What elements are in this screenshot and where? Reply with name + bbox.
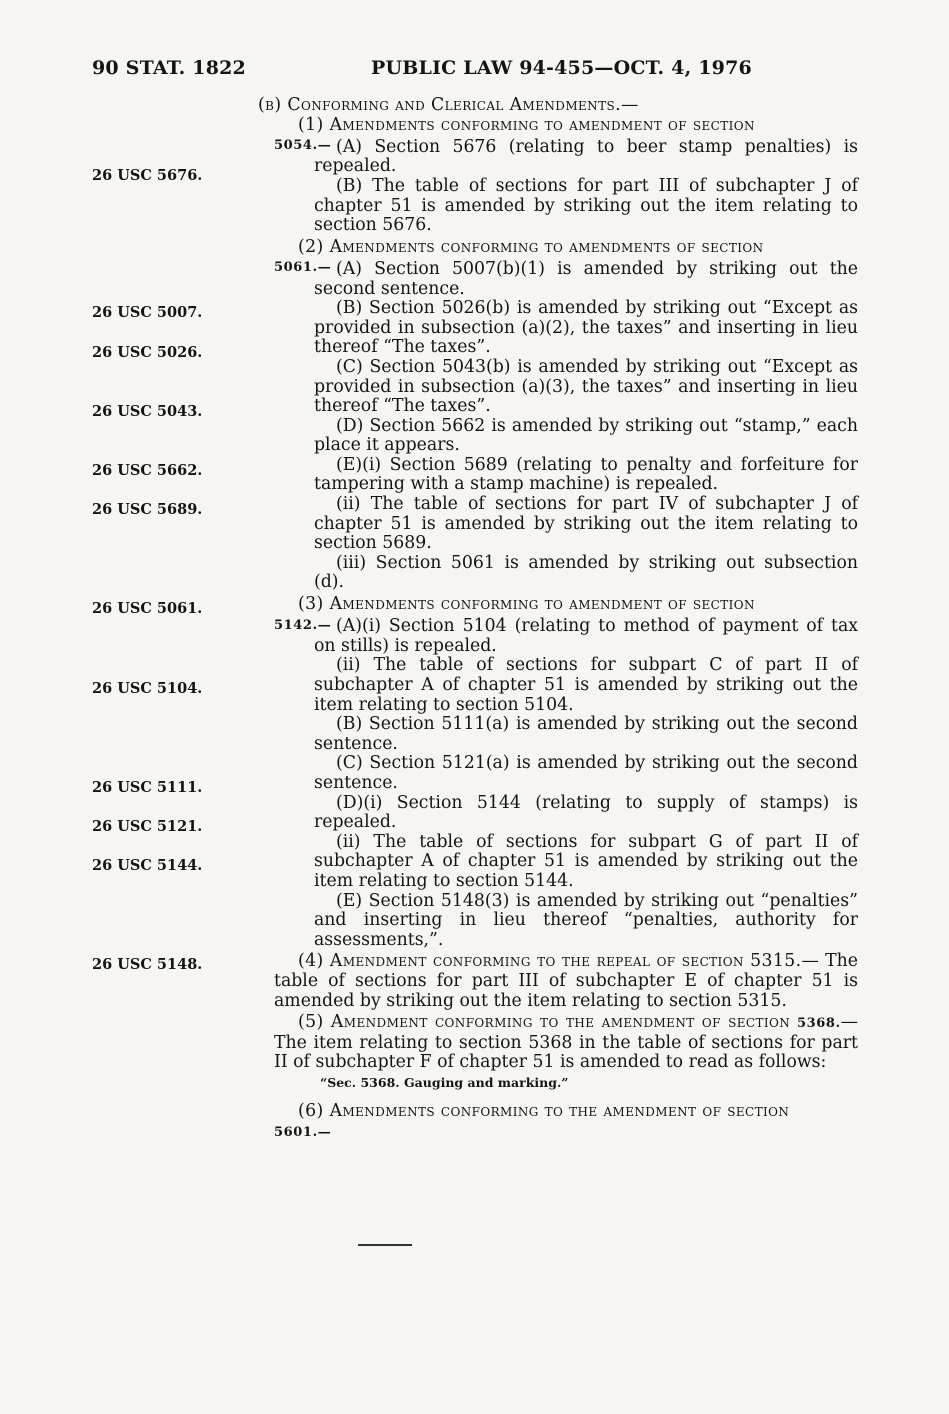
paragraph-text: The table of sections for part III of subchapter E of chapter 51 is amended by striking out the item relating to section 5315. [274,951,858,1011]
paragraph-heading: (3) Amendments conforming to amendment of section [298,594,755,615]
margin-citation: 26 USC 5061. [92,600,203,617]
section-number [258,1122,858,1143]
margin-citation: 26 USC 5148. [92,956,203,973]
margin-citation: 26 USC 5689. [92,501,203,518]
margin-citation: 26 USC 5662. [92,462,203,479]
section-ref: 5061.— [274,260,332,276]
clause: (ii) The table of sections for subpart C of part II of subchapter A of chapter 51 is amended by striking out the item relating to section 5104. [314,655,858,715]
clause: (A) Section 5676 (relating to beer stamp penalties) is repealed. [314,136,858,177]
paragraph-text: —The item relating to section 5368 in the table of sections for part II of subchapter F of chapter 51 is amended to read as follows: [274,1012,858,1073]
clause: (D)(i) Section 5144 (relating to supply of stamps) is repealed. [314,792,858,833]
statute-page-number: 90 STAT. 1822 [92,57,246,79]
subsection-heading: (b) Conforming and Clerical Amendments.— [258,95,639,115]
running-head: PUBLIC LAW 94-455—OCT. 4, 1976 [371,57,752,79]
margin-citation: 26 USC 5104. [92,680,203,697]
margin-citation: 26 USC 5043. [92,403,203,420]
paragraph [258,952,858,1011]
quoted-item: “Sec. 5368. Gauging and marking.” [320,1074,569,1090]
clause: (ii) The table of sections for part IV of subchapter J of chapter 51 is amended by striking out the item relating to section 5689. [314,494,858,554]
paragraph-heading: (2) Amendments conforming to amendments of section [298,236,764,257]
margin-citation: 26 USC 5026. [92,344,203,361]
paragraph [258,1013,858,1073]
paragraph-title: (5) Amendment conforming to the amendment of section [298,1012,791,1033]
statute-body [258,96,858,1143]
paragraph-title: (1) Amendments conforming to amendment of section [298,114,755,135]
clause: (E)(i) Section 5689 (relating to penalty and forfeiture for tampering with a stamp machine) is repealed. [314,454,858,495]
paragraph-heading [258,116,858,136]
section-ref: 5368. [797,1016,841,1032]
clause: (A)(i) Section 5104 (relating to method of payment of tax on stills) is repealed. [314,616,858,656]
paragraph-title: (4) Amendment conforming to the repeal of section 5315.— [298,951,820,972]
clause: (B) Section 5026(b) is amended by striking out “Except as provided in subsection (a)(2), the taxes” and inserting in lieu thereof “The taxes”. [314,298,858,358]
section-ref: 5601.— [274,1125,332,1141]
paragraph-heading: (6) Amendments conforming to the amendment of section [298,1101,790,1122]
section-ref: 5054.— [274,138,332,154]
clause: (D) Section 5662 is amended by striking out “stamp,” each place it appears. [314,415,858,456]
clause: (B) The table of sections for part III of subchapter J of chapter 51 is amended by striking out the item relating to section 5676. [314,175,858,236]
margin-citation: 26 USC 5144. [92,857,203,874]
printer-mark [358,1244,412,1250]
margin-citation: 26 USC 5676. [92,167,203,184]
clause: (A) Section 5007(b)(1) is amended by striking out the second sentence. [314,258,858,299]
clause: (iii) Section 5061 is amended by striking out subsection (d). [314,552,858,593]
section-ref: 5142.— [274,617,332,633]
clause: (C) Section 5043(b) is amended by striking out “Except as provided in subsection (a)(3), the taxes” and inserting in lieu thereof “The taxes”. [314,356,858,417]
margin-citation: 26 USC 5007. [92,304,203,321]
clause: (C) Section 5121(a) is amended by striking out the second sentence. [314,753,858,793]
clause: (E) Section 5148(3) is amended by striking out “penalties” and inserting in lieu thereof “penalties, authority for assessments,”. [314,890,858,950]
margin-citation: 26 USC 5111. [92,779,203,796]
margin-citation: 26 USC 5121. [92,818,203,835]
clause: (ii) The table of sections for subpart G of part II of subchapter A of chapter 51 is amended by striking out the item relating to section 5144. [314,831,858,891]
clause: (B) Section 5111(a) is amended by striking out the second sentence. [314,714,858,754]
